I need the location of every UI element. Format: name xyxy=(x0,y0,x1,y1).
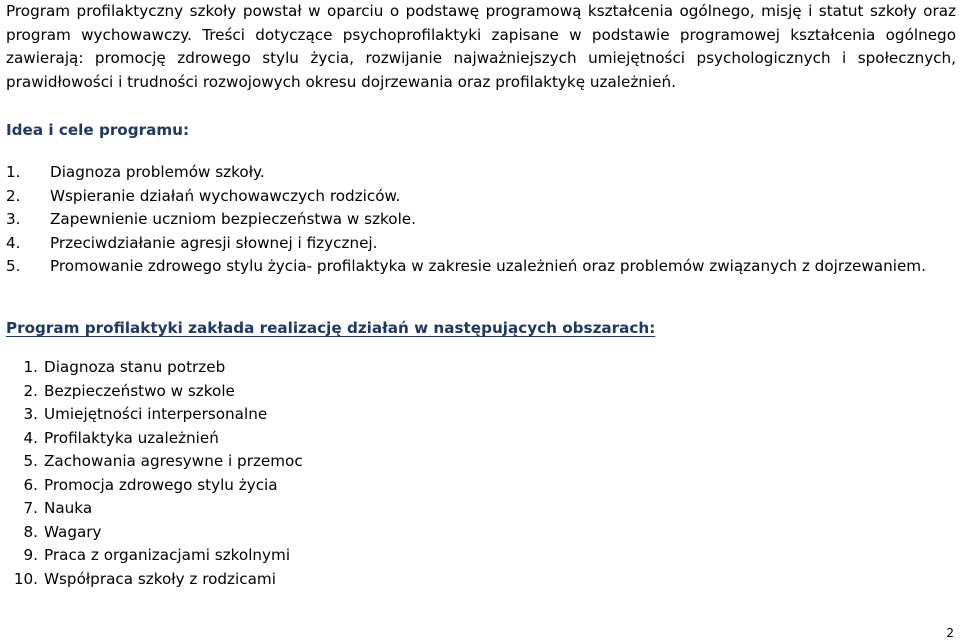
area-number: 8. xyxy=(23,522,38,541)
intro-line: zawierają: promocję zdrowego stylu życia, rozwijanie najważniejszych umiejętności psychologicznych i społecznych, xyxy=(6,49,956,67)
area-item xyxy=(6,427,303,451)
area-text: Bezpieczeństwo w szkole xyxy=(44,381,235,400)
area-item xyxy=(6,497,303,521)
areas-list xyxy=(6,356,303,591)
area-number: 2. xyxy=(23,381,38,400)
area-item xyxy=(6,403,303,427)
area-item xyxy=(6,380,303,404)
intro-paragraph xyxy=(6,0,956,94)
goal-number: 3. xyxy=(6,210,21,228)
area-number: 9. xyxy=(23,546,38,564)
area-item xyxy=(6,356,303,380)
page-number: 2 xyxy=(946,626,954,640)
goals-list xyxy=(6,161,956,279)
goal-number: 2. xyxy=(6,186,21,205)
area-number: 10. xyxy=(13,569,38,588)
intro-line: prawidłowości i trudności rozwojowych okresu dojrzewania oraz profilaktykę uzależnień. xyxy=(6,72,676,91)
area-text: Diagnoza stanu potrzeb xyxy=(44,358,226,376)
goal-item xyxy=(6,255,956,279)
area-text: Profilaktyka uzależnień xyxy=(44,428,219,447)
goal-item xyxy=(6,232,956,256)
intro-line: Program profilaktyczny szkoły powstał w oparciu o podstawę programową kształcenia ogólnego, misję i statut szkoły oraz xyxy=(6,2,956,20)
goal-number: 4. xyxy=(6,233,21,252)
area-text: Współpraca szkoły z rodzicami xyxy=(44,569,276,588)
area-item xyxy=(6,544,303,568)
area-text: Zachowania agresywne i przemoc xyxy=(44,452,303,470)
goal-text: Zapewnienie uczniom bezpieczeństwa w szkole. xyxy=(50,210,416,228)
goal-text: Diagnoza problemów szkoły. xyxy=(50,163,265,181)
intro-line: program wychowawczy. Treści dotyczące psychoprofilaktyki zapisane w podstawie programowej kształcenia ogólnego xyxy=(6,25,956,44)
area-number: 4. xyxy=(23,428,38,447)
area-item xyxy=(6,450,303,474)
area-text: Nauka xyxy=(44,499,93,517)
goal-text: Przeciwdziałanie agresji słownej i fizycznej. xyxy=(50,233,378,252)
area-number: 3. xyxy=(23,405,38,423)
goal-number: 1. xyxy=(6,163,21,181)
area-item xyxy=(6,521,303,545)
goal-text: Promowanie zdrowego stylu życia- profilaktyka w zakresie uzależnień oraz problemów związanych z dojrzewaniem. xyxy=(50,257,926,275)
area-text: Praca z organizacjami szkolnymi xyxy=(44,546,291,564)
areas-heading: Program profilaktyki zakłada realizację działań w następujących obszarach: xyxy=(6,319,656,337)
area-number: 7. xyxy=(23,499,38,517)
goal-item xyxy=(6,208,956,232)
goal-text: Wspieranie działań wychowawczych rodziców. xyxy=(50,186,401,205)
area-item xyxy=(6,568,303,592)
area-text: Umiejętności interpersonalne xyxy=(44,405,268,423)
goal-number: 5. xyxy=(6,257,21,275)
area-text: Wagary xyxy=(44,522,102,541)
area-number: 1. xyxy=(23,358,38,376)
area-number: 6. xyxy=(23,475,38,494)
goals-heading: Idea i cele programu: xyxy=(6,121,190,139)
area-number: 5. xyxy=(23,452,38,470)
goal-item xyxy=(6,185,956,209)
goal-item xyxy=(6,161,956,185)
area-item xyxy=(6,474,303,498)
area-text: Promocja zdrowego stylu życia xyxy=(44,475,278,494)
